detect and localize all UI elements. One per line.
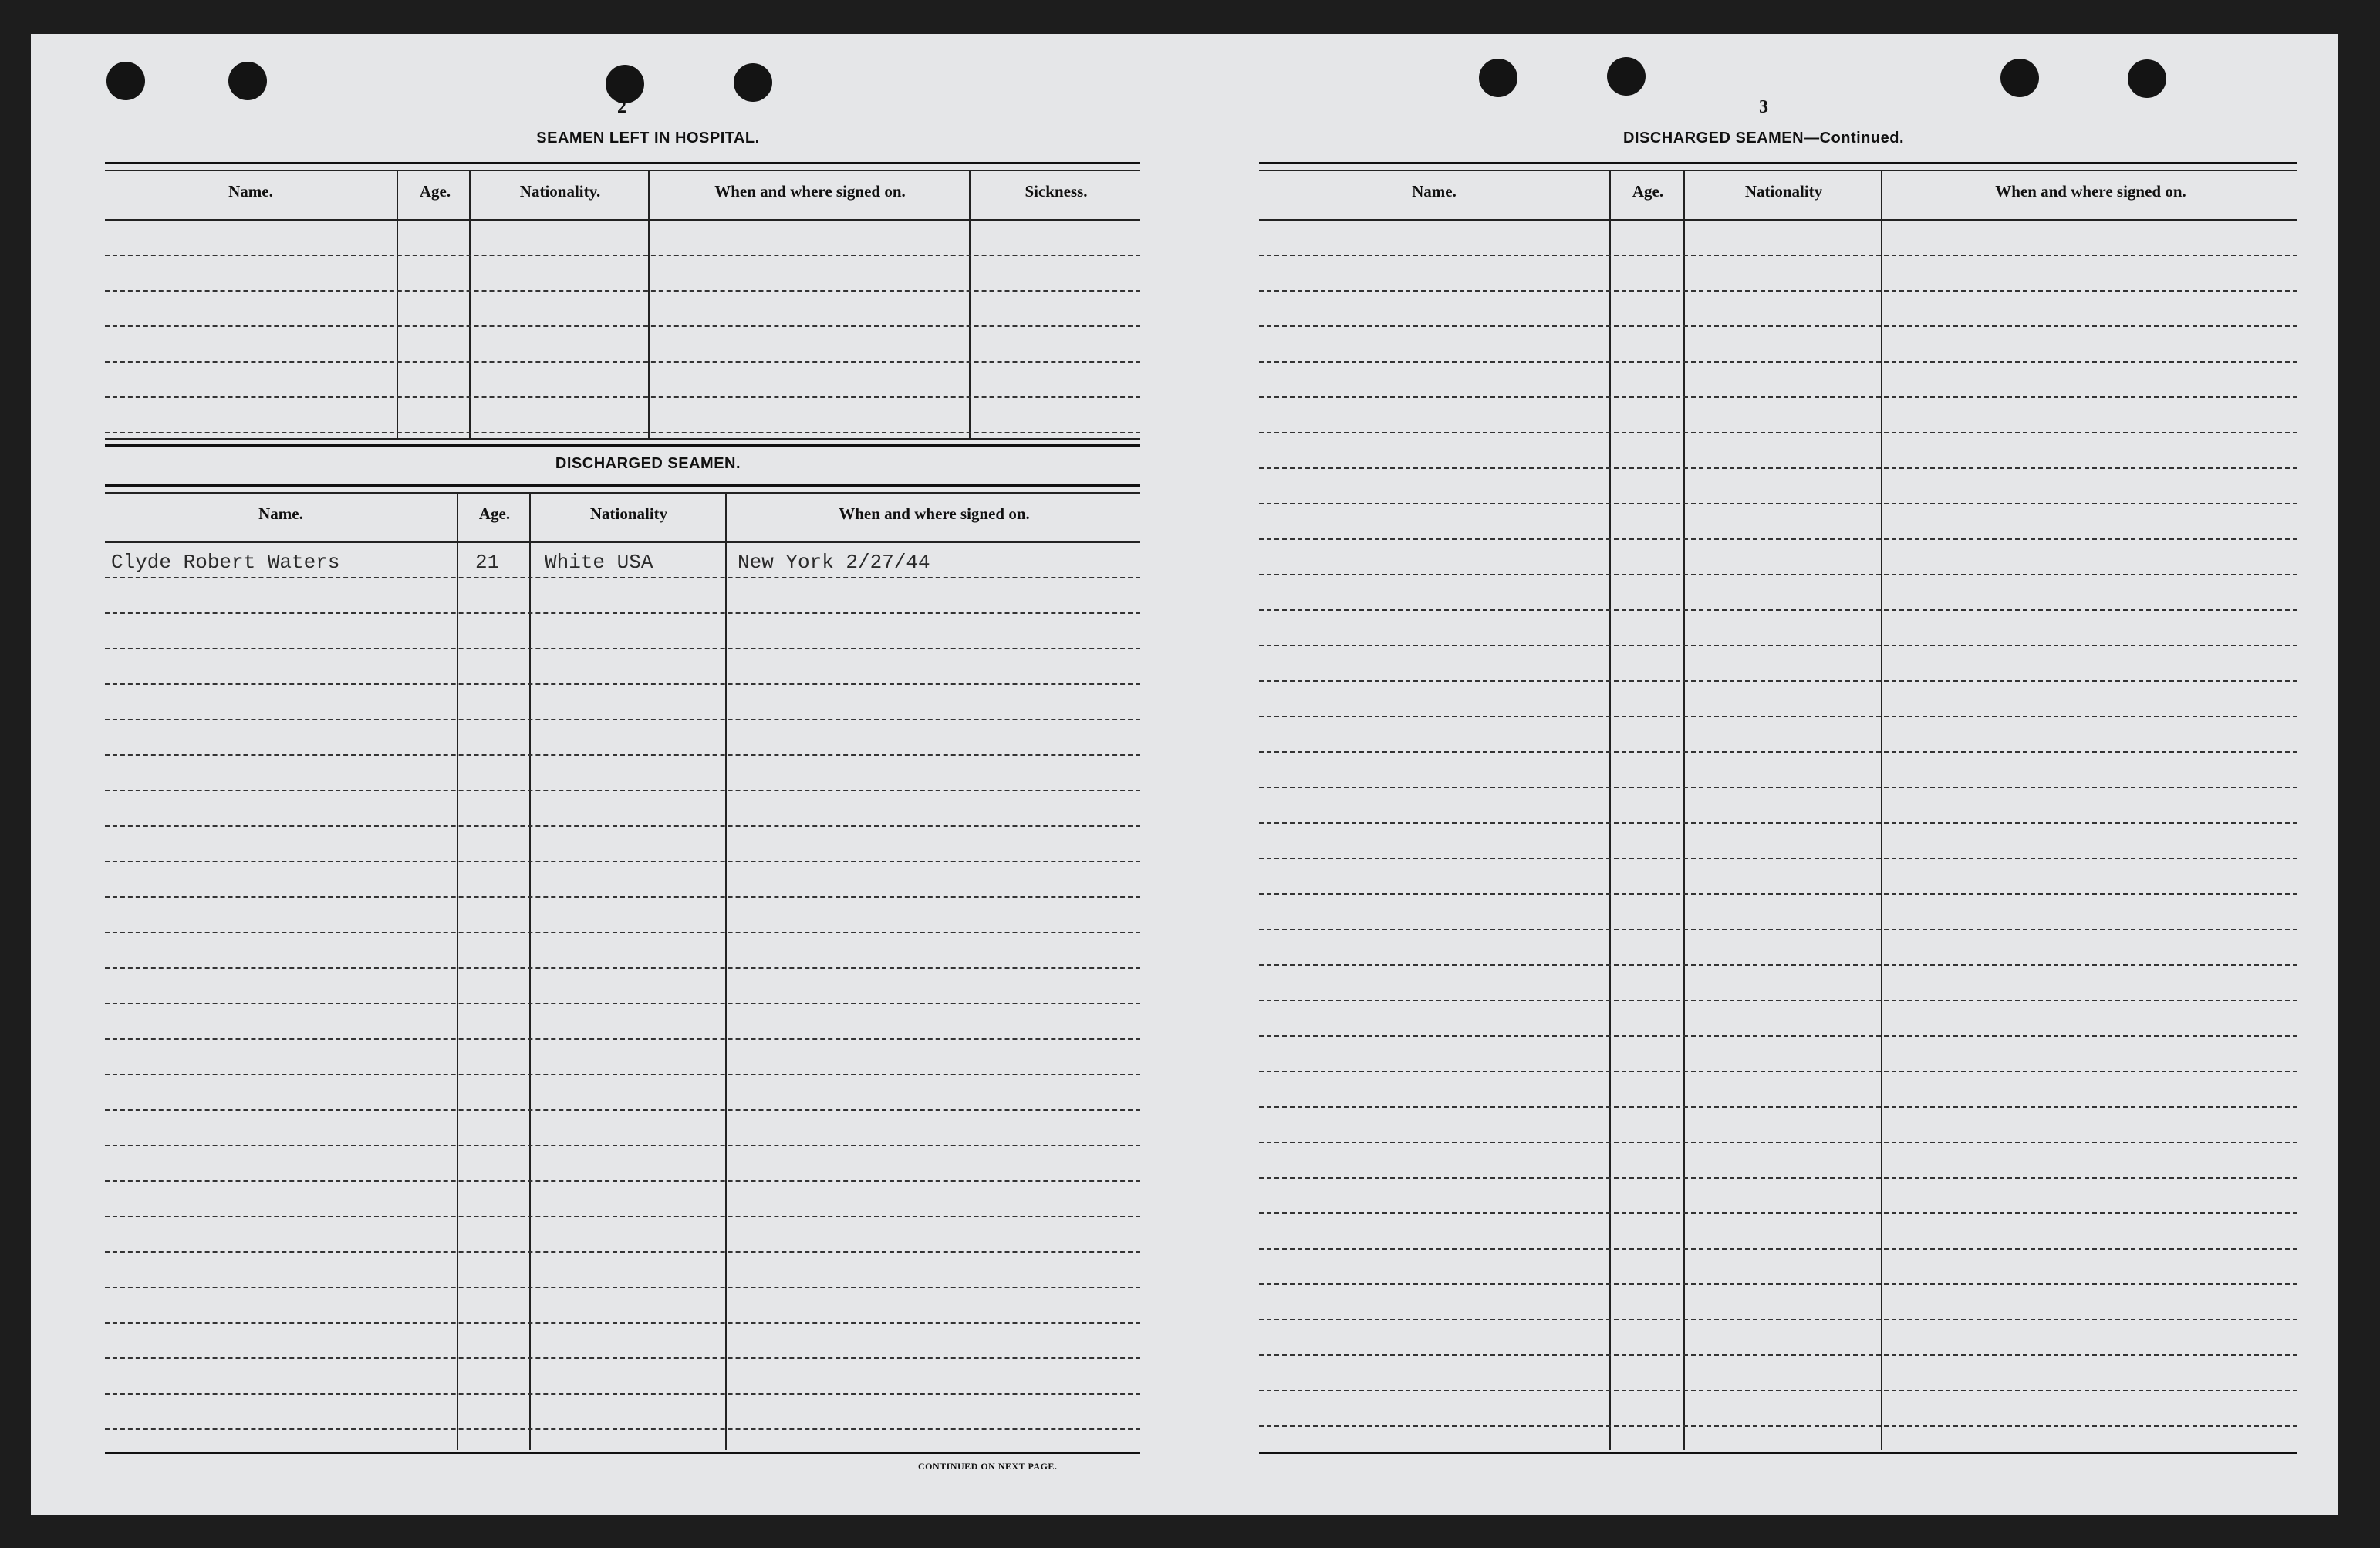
seaman-signed-on: New York 2/27/44: [738, 551, 930, 574]
entry-line: [1259, 396, 2297, 398]
entry-line: [1259, 716, 2297, 717]
column-divider: [1881, 171, 1882, 1450]
entry-line: [1259, 1283, 2297, 1285]
entry-line: [1259, 255, 2297, 256]
entry-line: [1259, 538, 2297, 540]
column-header: When and where signed on.: [714, 182, 906, 201]
entry-line: [1259, 822, 2297, 824]
column-header: Name.: [1412, 182, 1457, 201]
section-title-hospital: SEAMEN LEFT IN HOSPITAL.: [536, 130, 760, 147]
continued-note: CONTINUED ON NEXT PAGE.: [918, 1461, 1058, 1472]
header-underline: [1609, 219, 1683, 221]
table-top-rule: [1259, 162, 2297, 164]
header-underline: [1881, 219, 2297, 221]
table-bottom-rule: [1259, 1452, 2297, 1454]
column-header: When and where signed on.: [1995, 182, 2186, 201]
column-header: When and where signed on.: [839, 504, 1030, 523]
table-top-rule: [1259, 170, 2297, 171]
entry-line: [1259, 574, 2297, 575]
page-number: 2: [617, 97, 626, 117]
seaman-nationality: White USA: [545, 551, 653, 574]
entry-line: [1259, 964, 2297, 966]
header-underline: [1259, 219, 1609, 221]
seaman-age: 21: [475, 551, 500, 574]
column-header: Nationality: [589, 504, 668, 523]
entry-line: [1259, 680, 2297, 682]
column-header: Sickness.: [1025, 182, 1088, 201]
entry-line: [1259, 325, 2297, 327]
right-page: [31, 34, 2338, 1515]
entry-line: [1259, 1142, 2297, 1143]
entry-line: [1259, 858, 2297, 859]
column-header: Age.: [419, 182, 451, 201]
entry-line: [1259, 1390, 2297, 1391]
entry-line: [1259, 1425, 2297, 1427]
header-underline: [1683, 219, 1881, 221]
entry-line: [1259, 929, 2297, 930]
column-header: Age.: [1632, 182, 1664, 201]
entry-line: [1259, 1177, 2297, 1179]
page-number: 3: [1759, 97, 1768, 117]
column-divider: [1683, 171, 1685, 1450]
section-title-discharged-continued: DISCHARGED SEAMEN—Continued.: [1623, 130, 1904, 147]
entry-line: [1259, 645, 2297, 646]
entry-line: [1259, 787, 2297, 788]
column-header: Name.: [228, 182, 273, 201]
column-header: Nationality: [1744, 182, 1823, 201]
seaman-name: Clyde Robert Waters: [111, 551, 340, 574]
entry-line: [1259, 290, 2297, 292]
entry-line: [1259, 1319, 2297, 1320]
entry-line: [1259, 1000, 2297, 1001]
entry-line: [1259, 1035, 2297, 1037]
column-header: Nationality.: [519, 182, 601, 201]
entry-line: [1259, 432, 2297, 433]
entry-line: [1259, 1354, 2297, 1356]
entry-line: [1259, 1248, 2297, 1250]
entry-line: [1259, 1106, 2297, 1108]
entry-line: [1259, 361, 2297, 363]
column-header: Age.: [478, 504, 511, 523]
entry-line: [1259, 751, 2297, 753]
section-title-discharged: DISCHARGED SEAMEN.: [555, 455, 741, 472]
entry-line: [1259, 609, 2297, 611]
ledger-sheet: [31, 34, 2338, 1515]
entry-line: [1259, 893, 2297, 895]
entry-line: [1259, 1071, 2297, 1072]
entry-line: [1259, 503, 2297, 504]
column-header: Name.: [258, 504, 303, 523]
entry-line: [1259, 1212, 2297, 1214]
column-divider: [1609, 171, 1611, 1450]
entry-line: [1259, 467, 2297, 469]
